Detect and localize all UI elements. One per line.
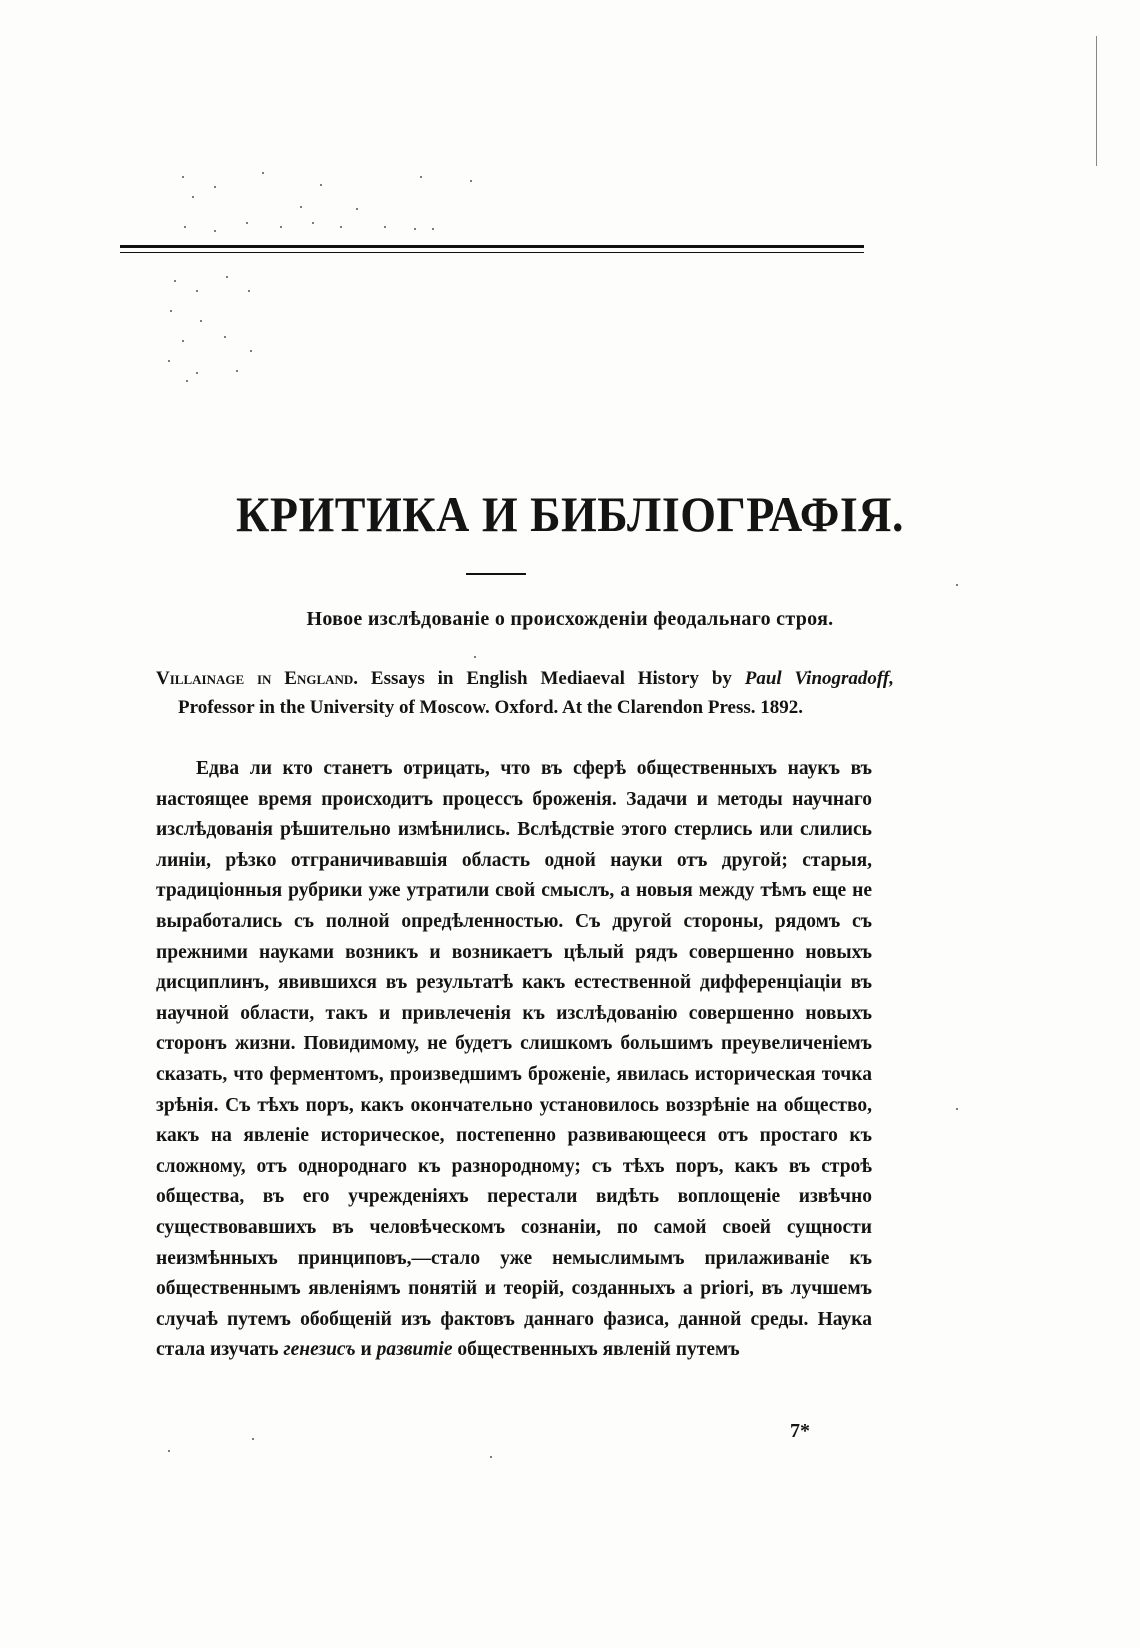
- header-rule: [120, 245, 864, 248]
- body-text-part2: общественныхъ явленій путемъ: [457, 1339, 740, 1361]
- publication-details: Professor in the University of Moscow. Oxford. At the Clarendon Press. 1892.: [178, 697, 804, 718]
- body-text-part1: Едва ли кто станетъ отрицать, что въ сферѣ общественныхъ наукъ въ настоящее время происходитъ процессъ броженія. Задачи и методы научнаго изслѣдованія рѣшительно измѣнились. Вслѣдствіе этого стерлись или слились линіи, рѣзко отграничивавшія область одной науки отъ другой; старыя, традиціонныя рубрики уже утратили свой смыслъ, а новыя между тѣмъ еще не выработались съ полной опредѣленностью. Съ другой стороны, рядомъ съ прежними науками возникъ и возникаетъ цѣлый рядъ совершенно новыхъ дисциплинъ, явившихся въ результатѣ какъ естественной дифференціаціи въ научной области, такъ и привлеченія къ изслѣдованію совершенно новыхъ сторонъ жизни. Повидимому, не будетъ слишкомъ большимъ преувеличеніемъ сказать, что ферментомъ, произведшимъ броженіе, явилась историческая точка зрѣнія. Съ тѣхъ поръ, какъ окончательно установилось воззрѣніе на общество, какъ на явленіе историческое, постепенно развивающееся отъ простаго къ сложному, отъ однороднаго къ разнородному; съ тѣхъ поръ, какъ въ строѣ общества, въ его учрежденіяхъ перестали видѣть воплощеніе извѣчно существовавшихъ въ человѣческомъ сознаніи, по самой своей сущности неизмѣнныхъ принциповъ,—стало уже немыслимымъ прилаживаніе къ общественнымъ явленіямъ понятій и теорій, созданныхъ a priori, въ лучшемъ случаѣ путемъ обобщеній изъ фактовъ даннаго фазиса, данной среды. Наука стала изучать: [156, 758, 872, 1361]
- section-title: КРИТИКА И БИБЛІОГРАФІЯ.: [236, 486, 904, 543]
- margin-line: [1096, 36, 1097, 166]
- work-description: Essays in English Mediaeval History by: [370, 668, 732, 689]
- emphasis-development: развитіе: [376, 1339, 453, 1361]
- article-title: Новое изслѣдованіе о происхожденіи феодальнаго строя.: [306, 608, 834, 630]
- title-separator: [466, 573, 526, 575]
- signature-mark: 7*: [790, 1420, 810, 1442]
- header-rule-thin: [120, 252, 864, 253]
- work-title: Villainage in England.: [156, 668, 359, 689]
- body-conjunction: и: [360, 1339, 372, 1361]
- bibliographic-entry: [156, 664, 894, 722]
- body-paragraph: [156, 754, 872, 1366]
- author-name: Paul Vinogradoff,: [744, 668, 894, 689]
- emphasis-genesis: генезисъ: [283, 1339, 356, 1361]
